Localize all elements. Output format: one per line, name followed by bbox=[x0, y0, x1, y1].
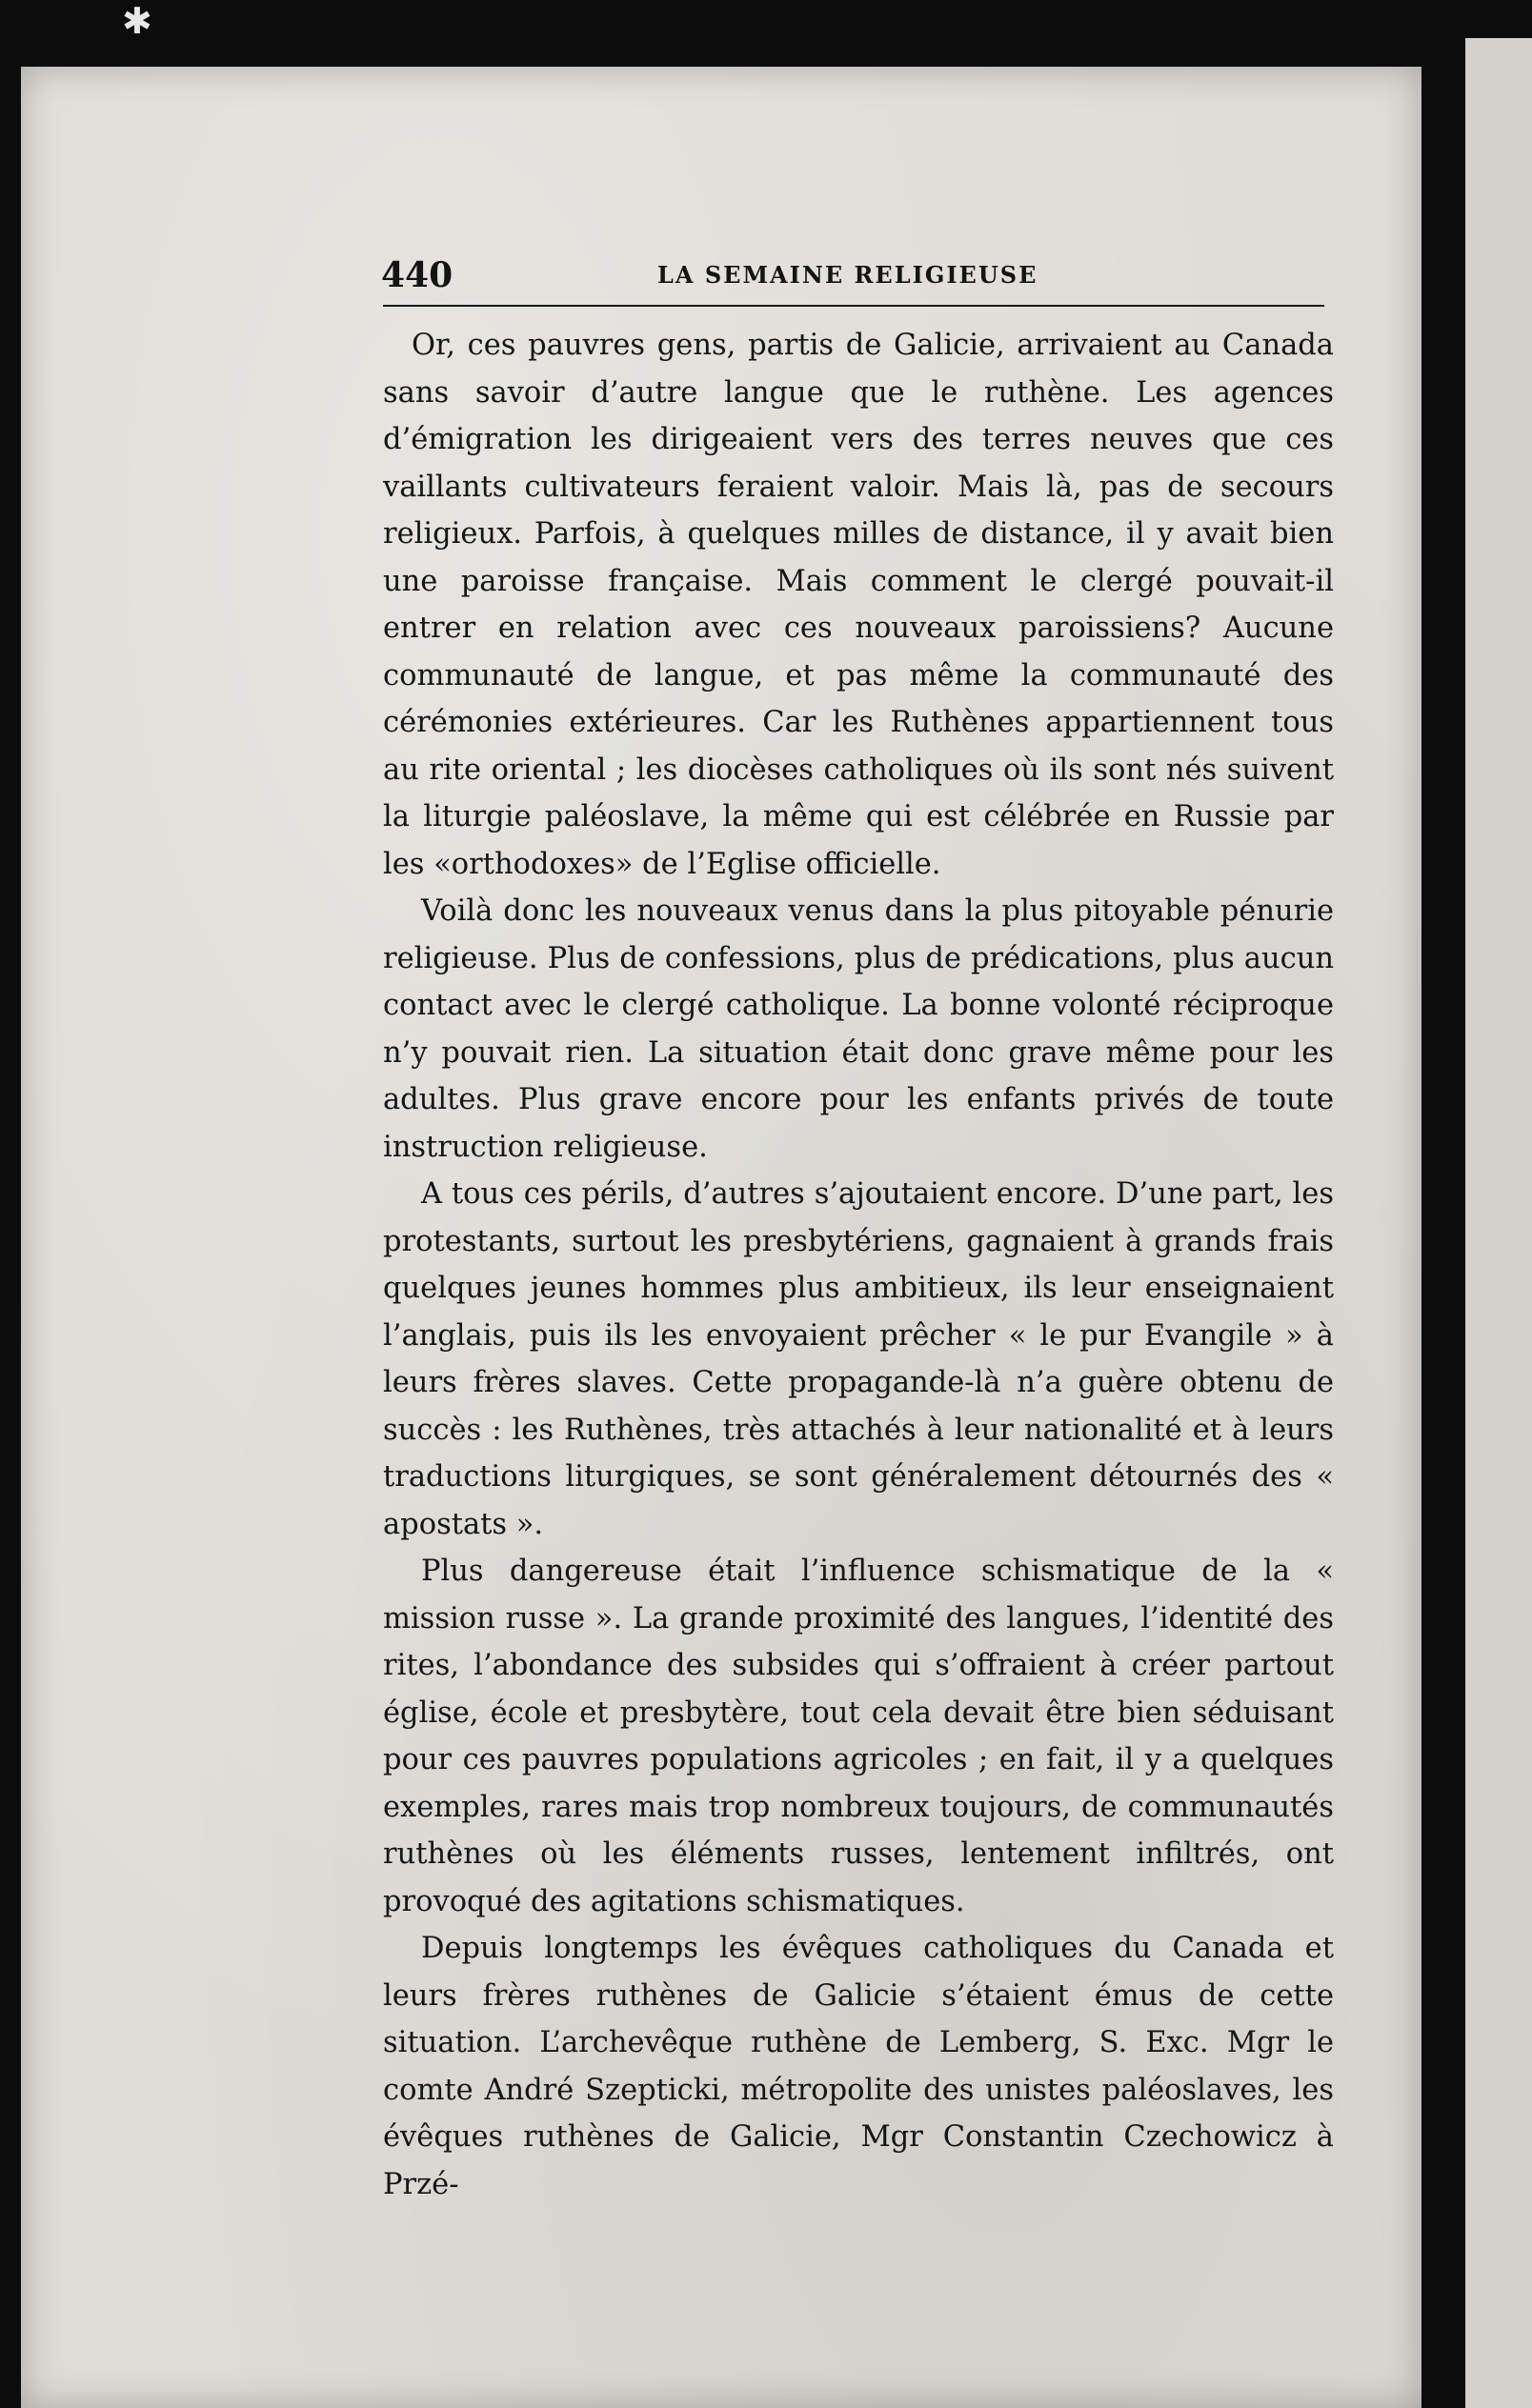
paragraph: Voilà donc les nouveaux venus dans la plus pitoyable pénurie religieuse. Plus de confessions, plus de prédications, plus aucun contact avec le clergé catholique. La bonne volonté réciproque n’y pouvait rien. La situation était donc grave même pour les adultes. Plus grave encore pour les enfants privés de toute instruction religieuse. bbox=[383, 894, 1334, 1164]
paragraph: Or, ces pauvres gens, partis de Galicie, arrivaient au Canada sans savoir d’autre langue que le ruthène. Les agences d’émigration les dirigeaient vers des terres neuves que ces vaillants cultivateurs feraient valoir. Mais là, pas de secours religieux. Parfois, à quelques milles de distance, il y avait bien une paroisse française. Mais comment le clergé pouvait-il entrer en relation avec ces nouveaux paroissiens? Aucune communauté de langue, et pas même la communauté des cérémonies extérieures. Car les Ruthènes appartiennent tous au rite oriental ; les diocèses catholiques où ils sont nés suivent la liturgie paléoslave, la même qui est célébrée en Russie par les «orthodoxes» de l’Eglise officielle. bbox=[383, 329, 1334, 881]
paragraph: Plus dangereuse était l’influence schismatique de la « mission russe ». La grande proximité des langues, l’identité des rites, l’abondance des subsides qui s’offraient à créer partout église, école et presbytère, tout cela devait être bien séduisant pour ces pauvres populations agricoles ; en fait, il y a quelques exemples, rares mais trop nombreux toujours, de communautés ruthènes où les éléments russes, lentement infiltrés, ont provoqué des agitations schismatiques. bbox=[383, 1555, 1334, 1918]
body-text bbox=[383, 322, 1334, 2208]
paragraph: Depuis longtemps les évêques catholiques du Canada et leurs frères ruthènes de Galicie s’étaient émus de cette situation. L’archevêque ruthène de Lemberg, S. Exc. Mgr le comte André Szepticki, métropolite des unistes paléoslaves, les évêques ruthènes de Galicie, Mgr Constantin Czechowicz à Przé- bbox=[383, 1932, 1334, 2201]
paragraph: A tous ces périls, d’autres s’ajoutaient encore. D’une part, les protestants, surtout les presbytériens, gagnaient à grands frais quelques jeunes hommes plus ambitieux, ils leur enseignaient l’anglais, puis ils les envoyaient prêcher « le pur Evangile » à leurs frères slaves. Cette propagande-là n’a guère obtenu de succès : les Ruthènes, très attachés à leur nationalité et à leurs traductions liturgiques, se sont généralement détournés des « apostats ». bbox=[383, 1177, 1334, 1541]
facing-page-edge bbox=[1465, 38, 1532, 2408]
header-rule bbox=[383, 305, 1324, 307]
running-head: LA SEMAINE RELIGIEUSE bbox=[657, 261, 1038, 289]
page-number: 440 bbox=[381, 255, 454, 295]
page-header bbox=[381, 255, 1324, 312]
scan-corner-mark: ✱ bbox=[122, 0, 152, 42]
